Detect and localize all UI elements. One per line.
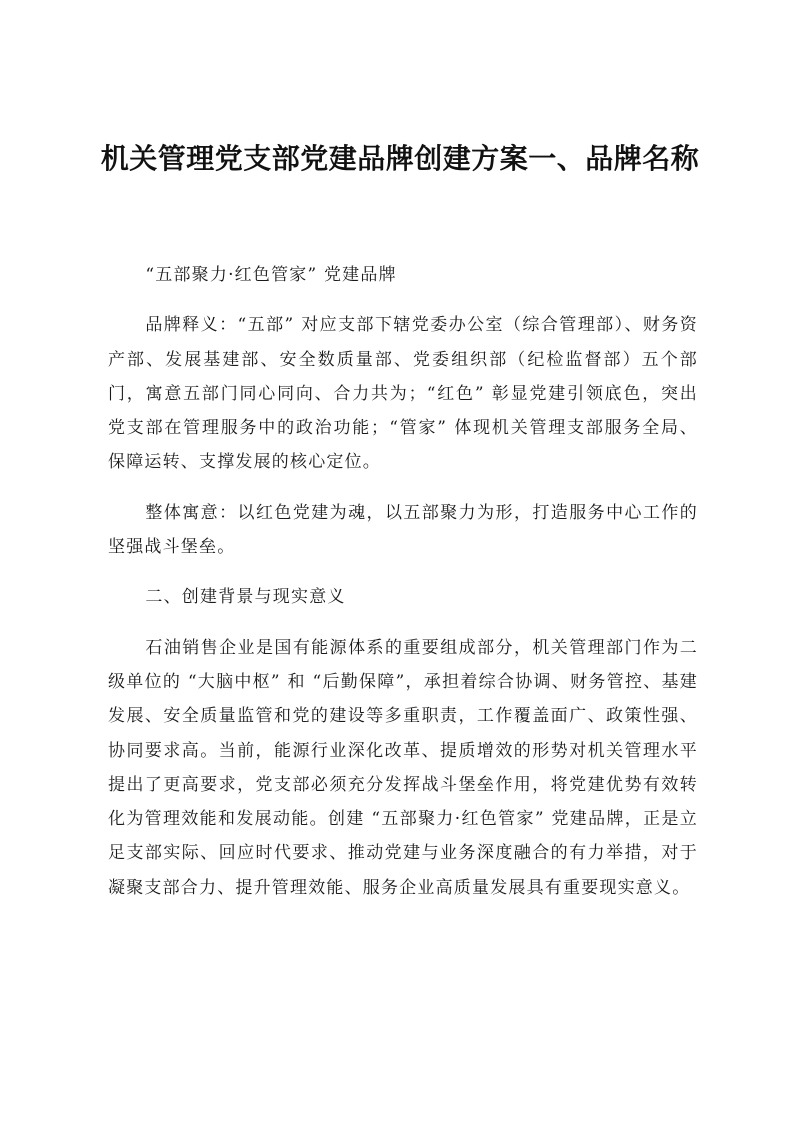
brand-name-paragraph: “五部聚力·红色管家” 党建品牌 xyxy=(145,265,397,285)
brand-meaning-paragraph: 品牌释义：“五部” 对应支部下辖党委办公室（综合管理部）、财务资产部、发展基建部、安全数质量部、党委组织部（纪检监督部）五个部门，寓意五部门同心同向、合力共为；“红色” 彰显党建引领底色，突出党支部在管理服务中的政治功能；“管家” 体现机关管理支部服务全局、保障运转、支撑发展的核心定位。 xyxy=(108,315,698,473)
document-title: 机关管理党支部党建品牌创建方案一、品牌名称 xyxy=(100,142,700,175)
document-body xyxy=(108,258,698,921)
section-two-heading: 二、创建背景与现实意义 xyxy=(145,587,346,608)
background-paragraph: 石油销售企业是国有能源体系的重要组成部分，机关管理部门作为二级单位的 “大脑中枢” 和 “后勤保障”，承担着综合协调、财务管控、基建发展、安全质量监管和党的建设等多重职责，工作覆盖面广、政策性强、协同要求高。当前，能源行业深化改革、提质增效的形势对机关管理水平提出了更高要求，党支部必须充分发挥战斗堡垒作用，将党建优势有效转化为管理效能和发展动能。创建 “五部聚力·红色管家” 党建品牌，正是立足支部实际、回应时代要求、推动党建与业务深度融合的有力举措，对于凝聚支部合力、提升管理效能、服务企业高质量发展具有重要现实意义。 xyxy=(108,637,698,898)
overall-meaning-paragraph: 整体寓意：以红色党建为魂，以五部聚力为形，打造服务中心工作的坚强战斗堡垒。 xyxy=(108,502,698,558)
